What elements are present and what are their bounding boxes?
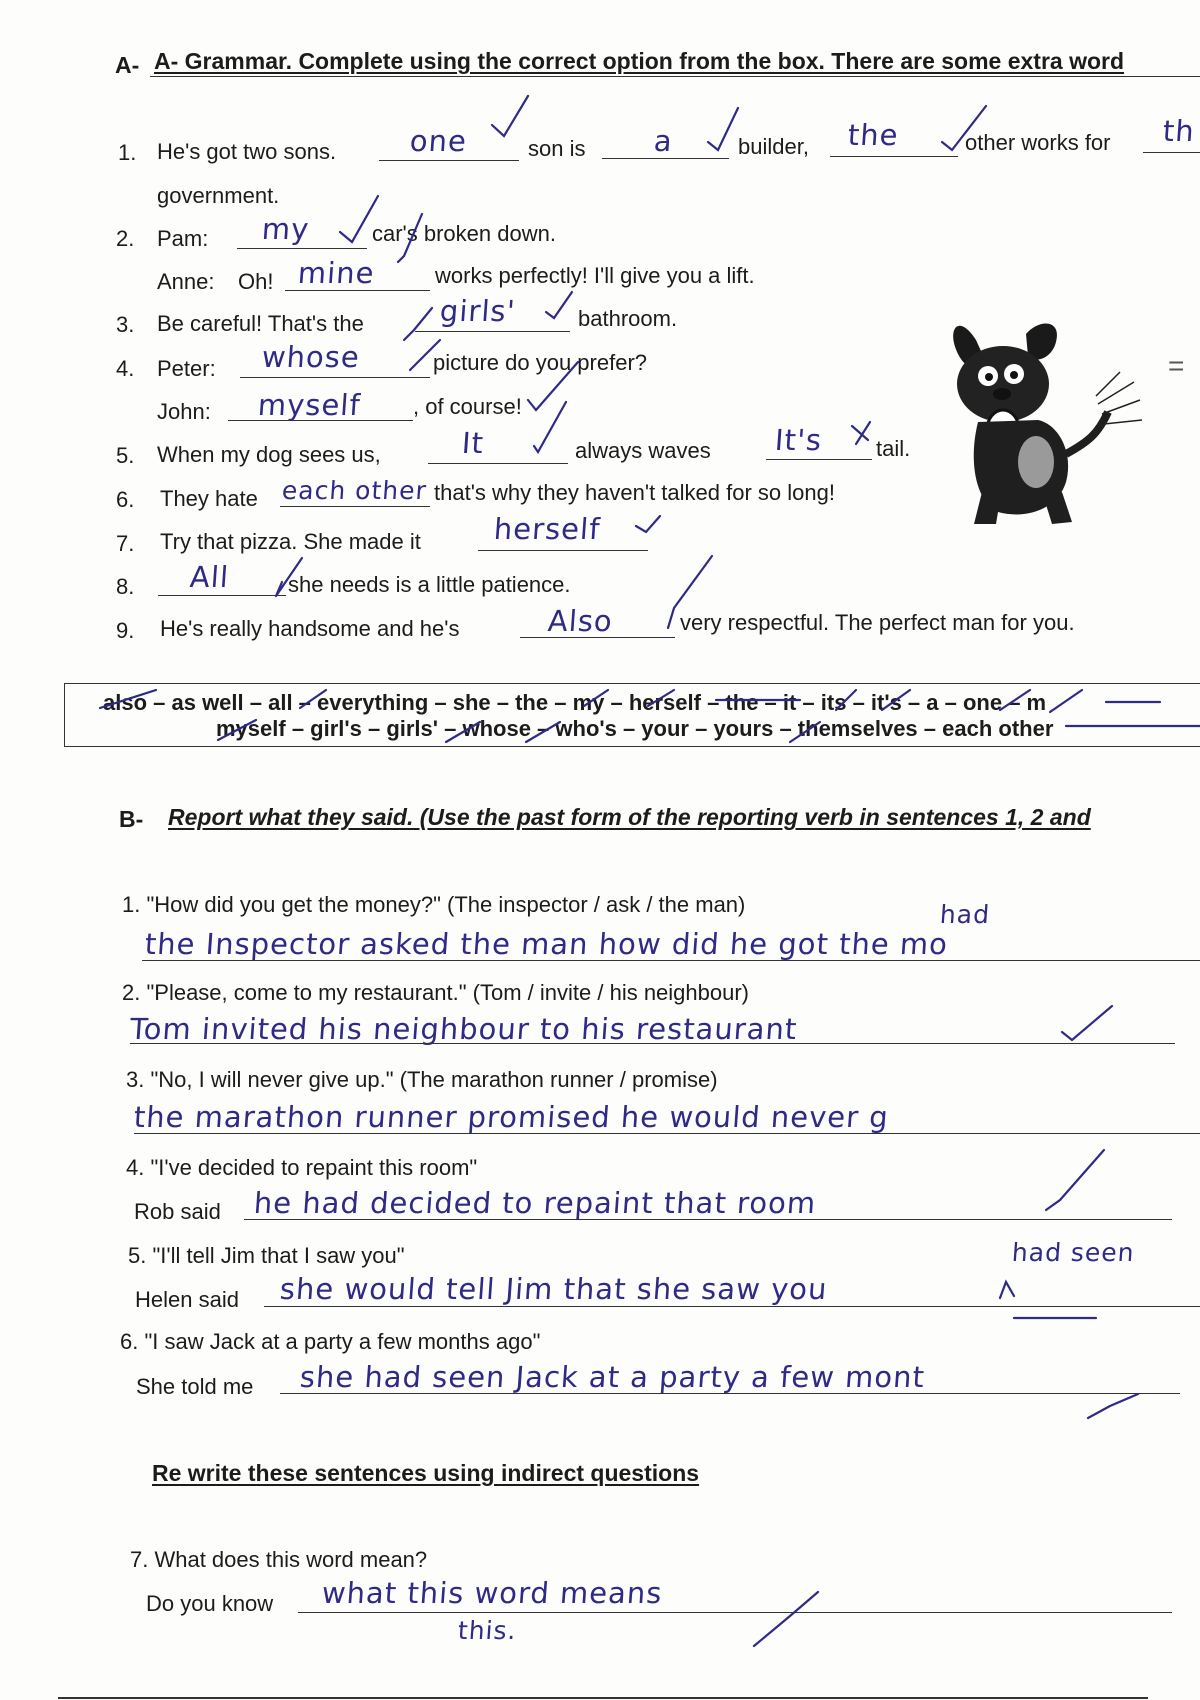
item-a4b-text: , of course! (413, 394, 522, 419)
check-mark (668, 556, 712, 628)
item-a6-number: 6. (116, 487, 135, 512)
item-a2b-answer: mine (296, 256, 376, 290)
item-b1-prompt: 1. "How did you get the money?" (The inspector / ask / the man) (122, 892, 746, 917)
section-c-heading: Re write these sentences using indirect questions (152, 1460, 700, 1486)
item-a1-number: 1. (118, 140, 137, 165)
item-a5-lead: When my dog sees us, (157, 442, 381, 467)
item-a6-lead: They hate (160, 486, 258, 511)
item-b3-answer: the marathon runner promised he would never g (132, 1100, 890, 1134)
item-a8-number: 8. (116, 574, 135, 599)
word-box-line-1: also – as well – all – everything – she – the – my – herself – the – it – its – it's – a – one – m (103, 690, 1047, 715)
item-b1-note: had (938, 900, 992, 929)
item-a2-speaker: Pam: (157, 226, 209, 251)
check-mark (410, 340, 440, 370)
item-a4-text: picture do you prefer? (433, 350, 648, 375)
check-mark (754, 1592, 818, 1646)
item-a1-answer-1: one (408, 124, 469, 158)
strike-line (300, 690, 326, 708)
strike-line (882, 690, 910, 710)
section-a-heading: A- Grammar. Complete using the correct option from the box. There are some extra word (154, 48, 1125, 74)
item-a5-answer-2: It's (773, 423, 824, 457)
item-a4-number: 4. (116, 356, 135, 381)
item-a8-answer: All (188, 560, 231, 594)
strike-line (1000, 690, 1030, 710)
strike-line (1050, 690, 1082, 712)
cross-mark (852, 422, 870, 444)
item-b4-lead: Rob said (134, 1199, 221, 1224)
check-mark (1062, 1006, 1112, 1040)
item-a9-text: very respectful. The perfect man for you. (680, 610, 1075, 635)
item-a7-answer: herself (492, 512, 602, 546)
item-a7-lead: Try that pizza. She made it (160, 529, 421, 554)
item-a2-text: car's broken down. (372, 221, 556, 246)
caret-mark (1000, 1282, 1014, 1298)
section-a-label: A- (115, 52, 140, 78)
item-b5-answer: she would tell Jim that she saw you (278, 1272, 829, 1306)
item-a4-answer: whose (260, 340, 361, 374)
item-b6-lead: She told me (136, 1374, 254, 1399)
item-a1-text-3: builder, (738, 134, 809, 159)
item-a2b-text: works perfectly! I'll give you a lift. (435, 263, 755, 288)
check-mark (528, 362, 578, 410)
item-b6-answer: she had seen Jack at a party a few mont (298, 1360, 927, 1394)
item-b5-lead: Helen said (135, 1287, 239, 1312)
item-a3-number: 3. (116, 312, 135, 337)
check-mark (942, 106, 986, 150)
item-a5-number: 5. (116, 443, 135, 468)
item-a8-text: she needs is a little patience. (288, 572, 571, 597)
item-a9-number: 9. (116, 618, 135, 643)
strike-line (790, 722, 820, 742)
check-mark (708, 108, 738, 150)
item-a2-number: 2. (116, 226, 135, 251)
item-b1-answer: the Inspector asked the man how did he got the mo (143, 927, 950, 961)
strike-line (584, 690, 608, 706)
item-a9-answer: Also (546, 604, 614, 638)
item-a3-answer: girls' (438, 294, 517, 328)
margin-scribble: = (1168, 350, 1185, 381)
item-b3-prompt: 3. "No, I will never give up." (The marathon runner / promise) (126, 1067, 718, 1092)
item-a6-text: that's why they haven't talked for so long! (434, 480, 835, 505)
check-mark (340, 196, 378, 242)
item-a1-continuation: government. (157, 183, 280, 208)
check-mark (534, 402, 566, 452)
item-a7-number: 7. (116, 531, 135, 556)
strike-line (446, 722, 480, 742)
strike-line (648, 690, 674, 706)
item-b5-prompt: 5. "I'll tell Jim that I saw you" (128, 1243, 405, 1268)
check-mark (546, 292, 572, 318)
item-a4-speaker: Peter: (157, 356, 216, 381)
item-c7-answer: what this word means (320, 1576, 664, 1610)
word-box-line-2: myself – girl's – girls' – whose – who's – your – yours – themselves – each other (216, 716, 1054, 741)
item-a1-text-4: other works for (965, 130, 1111, 155)
item-b4-prompt: 4. "I've decided to repaint this room" (126, 1155, 478, 1180)
strike-line (218, 720, 256, 740)
strike-line (836, 690, 856, 710)
item-a1-text-1: He's got two sons. (157, 139, 337, 164)
item-b5-note: had seen (1010, 1238, 1136, 1267)
item-a2b-lead: Oh! (238, 269, 274, 294)
item-a5-answer-1: It (460, 426, 486, 460)
section-b-heading: Report what they said. (Use the past form of the reporting verb in sentences 1, 2 and (168, 804, 1091, 830)
item-b6-prompt: 6. "I saw Jack at a party a few months ago" (120, 1329, 541, 1354)
item-b4-answer: he had decided to repaint that room (252, 1186, 818, 1220)
item-a4b-answer: myself (256, 388, 362, 422)
item-a1-text-2: son is (528, 136, 586, 161)
item-a1-answer-3: the (846, 118, 900, 152)
item-a9-lead: He's really handsome and he's (160, 616, 460, 641)
item-a2b-speaker: Anne: (157, 269, 215, 294)
section-b-label: B- (119, 806, 144, 832)
item-a1-answer-4: th (1161, 114, 1196, 148)
item-c7-answer-insert: this. (456, 1616, 518, 1645)
item-a1-answer-2: a (652, 124, 674, 158)
item-a2-answer: my (260, 212, 311, 246)
strike-line (100, 690, 156, 708)
item-a5-text: tail. (876, 436, 911, 461)
item-a3-text: bathroom. (578, 306, 678, 331)
item-a4b-speaker: John: (157, 399, 211, 424)
item-a5-mid: always waves (575, 438, 711, 463)
check-mark (398, 214, 422, 262)
item-a6-answer: each other (280, 476, 428, 505)
item-a3-lead: Be careful! That's the (157, 311, 364, 336)
check-mark (1046, 1150, 1104, 1210)
check-mark (276, 558, 302, 596)
check-mark (492, 96, 528, 136)
check-mark (636, 516, 660, 532)
item-c7-lead: Do you know (146, 1591, 274, 1616)
item-b2-answer: Tom invited his neighbour to his restaurant (128, 1012, 799, 1046)
item-c7-prompt: 7. What does this word mean? (130, 1547, 428, 1572)
item-b2-prompt: 2. "Please, come to my restaurant." (Tom / invite / his neighbour) (122, 980, 749, 1005)
check-mark (1088, 1394, 1138, 1418)
strike-line (526, 722, 560, 742)
check-mark (404, 308, 432, 340)
